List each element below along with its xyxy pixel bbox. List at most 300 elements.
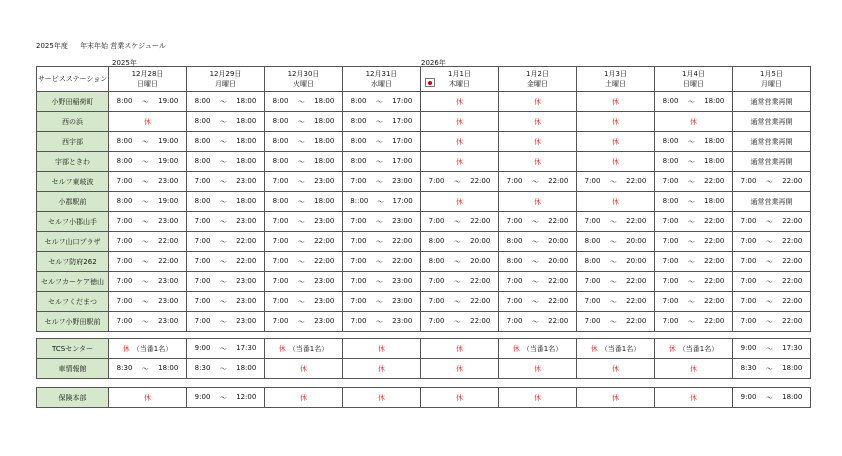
open-time: 8:00 [662,156,679,165]
schedule-cell [187,312,265,332]
schedule-cell [343,132,421,152]
open-time: 7:00 [428,216,445,225]
station-name: セルフ小野田駅前 [37,312,109,332]
close-time: 22:00 [704,216,725,225]
schedule-cell [187,272,265,292]
schedule-cell [187,172,265,192]
open-time: 8:00 [662,136,679,145]
schedule-cell [187,339,265,359]
closed-label: 休 [456,197,463,206]
schedule-cell [577,192,655,212]
close-time: 22:00 [704,256,725,265]
time-separator: ～ [375,317,383,326]
time-separator: ～ [531,317,539,326]
time-separator: ～ [453,257,461,266]
time-separator: ～ [609,277,617,286]
hours-range [187,177,264,187]
table-row [37,132,811,152]
column-header-day [265,67,343,92]
time-separator: ～ [687,97,695,106]
schedule-cell [499,339,577,359]
time-separator: ～ [219,97,227,106]
schedule-cell [733,112,811,132]
schedule-cell [109,212,187,232]
time-separator: ～ [609,297,617,306]
open-time: 9:00 [194,392,211,401]
open-time: 8:00 [194,156,211,165]
schedule-cell [499,388,577,408]
hours-range [733,344,810,354]
schedule-cell [421,388,499,408]
hours-range [733,364,810,374]
closed-label: 休 [590,344,598,353]
close-time: 19:00 [158,136,179,145]
table-row [37,388,811,408]
time-separator: ～ [687,137,695,146]
close-time: 22:00 [470,296,491,305]
close-time: 22:00 [548,176,569,185]
hours-range [343,237,420,247]
close-time: 22:00 [158,256,179,265]
time-separator: ～ [219,137,227,146]
close-time: 23:00 [314,216,335,225]
close-time: 18:00 [236,136,257,145]
open-time: 7:00 [662,216,679,225]
time-separator: ～ [297,257,305,266]
schedule-cell [343,172,421,192]
open-time: 8:00 [272,156,289,165]
time-separator: ～ [687,177,695,186]
column-header-station: サービスステーション [37,67,109,92]
open-time: 7:00 [194,276,211,285]
hours-range [109,157,186,167]
hours-range [655,237,732,247]
closed-label: 休 [534,364,541,373]
hours-range [343,217,420,227]
open-time: 7:00 [194,236,211,245]
closed-label: 休 [690,117,697,126]
open-time: 7:00 [194,216,211,225]
closed-label: 休 [612,197,619,206]
closed-label: 休 [534,137,541,146]
close-time: 17:00 [392,136,413,145]
open-time: 8:30 [740,363,757,372]
open-time: 8:00 [350,96,367,105]
schedule-cell [109,132,187,152]
on-duty-note: （当番1名） [522,344,563,353]
hours-range [421,177,498,187]
schedule-cell [109,92,187,112]
hours-range [343,117,420,127]
close-time: 22:00 [470,276,491,285]
close-time: 20:00 [548,256,569,265]
hours-range [109,297,186,307]
hours-range [109,317,186,327]
station-name: 保険本部 [37,388,109,408]
time-separator: ～ [687,237,695,246]
close-time: 22:00 [392,236,413,245]
close-time: 20:00 [470,256,491,265]
hours-range [343,137,420,147]
schedule-cell [265,212,343,232]
schedule-cell [733,272,811,292]
close-time: 22:00 [704,296,725,305]
close-time: 23:00 [392,276,413,285]
time-separator: ～ [375,117,383,126]
schedule-cell [187,152,265,172]
time-separator: ～ [141,237,149,246]
open-time: 7:00 [194,316,211,325]
time-separator: ～ [375,257,383,266]
day-date: 1月3日 [604,70,627,78]
schedule-cell [499,112,577,132]
open-time: 7:00 [116,176,133,185]
time-separator: ～ [531,217,539,226]
close-time: 23:00 [314,176,335,185]
hours-range [577,217,654,227]
open-time: 8:00 [350,156,367,165]
schedule-cell [109,152,187,172]
schedule-cell [343,359,421,379]
close-time: 17:30 [236,343,257,352]
closed-label: 休 [144,393,151,402]
schedule-cell [343,112,421,132]
open-time: 7:00 [662,316,679,325]
day-weekday: 土曜日 [605,80,626,88]
hours-range [109,217,186,227]
close-time: 22:00 [626,216,647,225]
open-time: 7:00 [740,316,757,325]
open-time: 7:00 [272,216,289,225]
station-name: 小野田稲荷町 [37,92,109,112]
hq-schedule-table [36,387,811,408]
open-time: 7:00 [116,256,133,265]
close-time: 23:00 [314,316,335,325]
schedule-cell [655,272,733,292]
close-time: 23:00 [392,316,413,325]
close-time: 22:00 [626,316,647,325]
close-time: 22:00 [626,176,647,185]
hours-range [733,177,810,187]
column-header-day [733,67,811,92]
schedule-cell [733,292,811,312]
schedule-cell [655,312,733,332]
closed-label: 休 [612,364,619,373]
open-time: 8:00 [272,196,289,205]
table-row [37,212,811,232]
schedule-cell [265,112,343,132]
day-weekday: 木曜日 [449,80,470,88]
day-date: 1月4日 [682,70,705,78]
schedule-cell [499,232,577,252]
closed-label: 休 [690,364,697,373]
table-row [37,232,811,252]
station-name: TCSセンター [37,339,109,359]
table-row [37,92,811,112]
time-separator: ～ [375,237,383,246]
open-time: 7:00 [740,216,757,225]
open-time: 7:00 [662,276,679,285]
time-separator: ～ [531,297,539,306]
schedule-cell [655,172,733,192]
schedule-cell [109,112,187,132]
station-schedule-table [36,66,811,332]
schedule-cell [733,339,811,359]
schedule-cell [265,292,343,312]
close-time: 18:00 [236,96,257,105]
hours-range [421,217,498,227]
close-time: 18:00 [158,363,179,372]
hours-range [187,137,264,147]
open-time: 8:00 [272,116,289,125]
time-separator: ～ [141,277,149,286]
schedule-cell [343,292,421,312]
schedule-cell [265,152,343,172]
day-date: 1月2日 [526,70,549,78]
open-time: 7:00 [740,296,757,305]
time-separator: ～ [297,277,305,286]
hours-range [343,197,420,207]
closed-label: 休 [456,364,463,373]
open-time: 7:00 [584,276,601,285]
schedule-cell [343,192,421,212]
schedule-cell [109,312,187,332]
column-header-day [343,67,421,92]
station-name: セルフ東岐波 [37,172,109,192]
schedule-cell [187,292,265,312]
day-weekday: 月曜日 [215,80,236,88]
close-time: 22:00 [158,236,179,245]
schedule-cell [421,212,499,232]
open-time: 7:00 [662,296,679,305]
status-label: 通常営業再開 [750,137,793,146]
hours-range [421,257,498,267]
schedule-cell [499,92,577,112]
time-separator: ～ [141,364,149,373]
table-row [37,172,811,192]
schedule-cell [733,388,811,408]
schedule-cell [733,172,811,192]
column-header-day [187,67,265,92]
header-row [37,67,811,92]
schedule-cell [577,272,655,292]
time-separator: ～ [531,277,539,286]
time-separator: ～ [765,277,773,286]
day-weekday: 日曜日 [137,80,158,88]
time-separator: ～ [765,297,773,306]
close-time: 20:00 [626,236,647,245]
open-time: 7:00 [350,216,367,225]
schedule-cell [655,292,733,312]
schedule-cell [577,388,655,408]
hours-range [421,277,498,287]
station-name: 小郡駅前 [37,192,109,212]
close-time: 23:00 [236,176,257,185]
fiscal-year-label: 2025年度 [36,42,68,50]
time-separator: ～ [687,257,695,266]
open-time: 8:00 [350,136,367,145]
time-separator: ～ [453,177,461,186]
open-time: 7:00 [116,276,133,285]
open-time: 9:00 [740,343,757,352]
hours-range [499,237,576,247]
closed-label: 休 [378,364,385,373]
time-separator: ～ [141,217,149,226]
closed-label: 休 [534,197,541,206]
time-separator: ～ [687,297,695,306]
closed-label: 休 [534,393,541,402]
close-time: 22:00 [782,216,803,225]
station-name: 宇部ときわ [37,152,109,172]
japan-flag-icon [425,78,435,87]
open-time: 8:00 [272,96,289,105]
status-label: 通常営業再開 [750,157,793,166]
open-time: 7:00 [662,176,679,185]
close-time: 23:00 [236,216,257,225]
open-time: 8:00 [662,96,679,105]
open-time: 7:00 [350,176,367,185]
hours-range [343,297,420,307]
schedule-cell [499,212,577,232]
open-time: 8:30 [116,363,133,372]
schedule-cell [733,232,811,252]
close-time: 23:00 [392,296,413,305]
closed-label: 休 [612,117,619,126]
open-time: 8:00 [116,156,133,165]
station-name: セルフ小郡山手 [37,212,109,232]
hours-range [655,257,732,267]
schedule-cell [109,272,187,292]
schedule-cell [499,292,577,312]
close-time: 23:00 [158,216,179,225]
schedule-cell [655,339,733,359]
schedule-cell [733,359,811,379]
hours-range [733,393,810,403]
schedule-cell [265,388,343,408]
close-time: 18:00 [236,196,257,205]
year-label-2026: 2026年 [421,59,446,67]
time-separator: ～ [141,157,149,166]
open-time: 7:00 [506,296,523,305]
open-time: 7:00 [350,236,367,245]
open-time: 8:00 [662,196,679,205]
hours-range [187,317,264,327]
hours-range [655,137,732,147]
schedule-cell [265,92,343,112]
close-time: 23:00 [236,296,257,305]
schedule-cell [187,192,265,212]
open-time: 7:00 [272,296,289,305]
schedule-cell [343,232,421,252]
on-duty-note: （当番1名） [132,344,173,353]
schedule-cell [655,132,733,152]
close-time: 22:00 [470,176,491,185]
hours-range [187,197,264,207]
open-time: 9:00 [194,343,211,352]
column-header-day [655,67,733,92]
close-time: 17:00 [392,96,413,105]
schedule-cell [499,359,577,379]
close-time: 17:30 [782,343,803,352]
schedule-cell [577,92,655,112]
time-separator: ～ [375,177,383,186]
time-separator: ～ [765,217,773,226]
closed-label: 休 [456,137,463,146]
station-name: セルフ山口プラザ [37,232,109,252]
open-time: 7:00 [506,316,523,325]
station-name: セルフ防府262 [37,252,109,272]
schedule-cell [343,152,421,172]
hours-range [577,177,654,187]
open-time: 8:00 [116,96,133,105]
schedule-cell [265,132,343,152]
open-time: 7:00 [428,316,445,325]
table-row [37,292,811,312]
schedule-cell [499,152,577,172]
close-time: 23:00 [392,216,413,225]
open-time: 8:00 [506,256,523,265]
open-time: 8::00 [350,196,369,205]
open-time: 8:00 [194,116,211,125]
open-time: 7:00 [350,316,367,325]
closed-label: 休 [456,97,463,106]
schedule-cell [733,192,811,212]
close-time: 18:00 [314,96,335,105]
column-header-day [109,67,187,92]
time-separator: ～ [453,317,461,326]
open-time: 7:00 [194,176,211,185]
hours-range [265,117,342,127]
schedule-cell [343,212,421,232]
schedule-cell [499,252,577,272]
hours-range [265,197,342,207]
time-separator: ～ [453,237,461,246]
schedule-cell [109,292,187,312]
hours-range [577,297,654,307]
open-time: 7:00 [662,236,679,245]
table-row [37,359,811,379]
schedule-cell [265,172,343,192]
schedule-cell [655,92,733,112]
schedule-cell [733,152,811,172]
hours-range [733,257,810,267]
schedule-cell [187,132,265,152]
open-time: 8:00 [428,256,445,265]
service-schedule-table [36,338,811,379]
schedule-cell [655,388,733,408]
station-name: 西宇部 [37,132,109,152]
schedule-cell [265,192,343,212]
open-time: 8:00 [506,236,523,245]
close-time: 18:00 [314,116,335,125]
schedule-subtitle: 年末年始 営業スケジュール [80,42,166,50]
open-time: 8:00 [272,136,289,145]
open-time: 7:00 [272,276,289,285]
schedule-cell [343,388,421,408]
time-separator: ～ [375,137,383,146]
time-separator: ～ [531,257,539,266]
schedule-cell [499,192,577,212]
time-separator: ～ [765,393,773,402]
close-time: 22:00 [314,236,335,245]
open-time: 7:00 [506,216,523,225]
hours-range [499,297,576,307]
time-separator: ～ [609,257,617,266]
close-time: 18:00 [314,196,335,205]
hours-range [187,393,264,403]
time-separator: ～ [609,237,617,246]
table-row [37,272,811,292]
